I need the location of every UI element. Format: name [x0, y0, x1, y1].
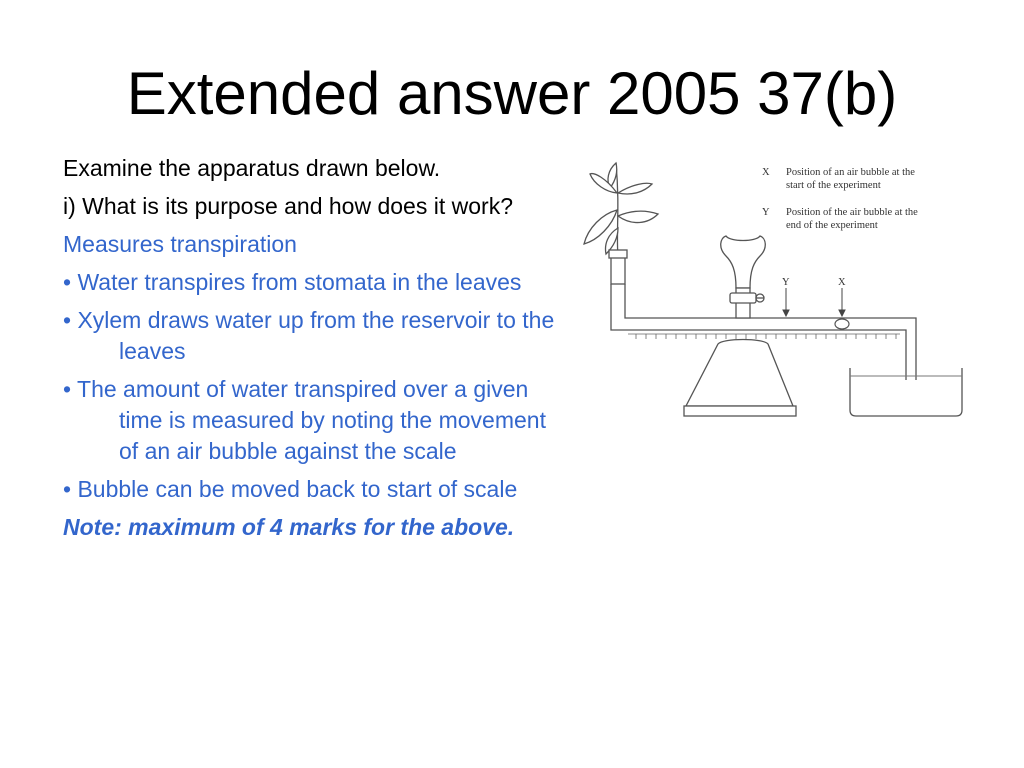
legend-y-letter: Y: [762, 207, 770, 218]
potometer-diagram: [578, 148, 970, 426]
marker-x-label: X: [838, 277, 846, 288]
plant-bung: [609, 250, 627, 284]
air-bubble: [835, 319, 849, 329]
question-text: i) What is its purpose and how does it work?: [63, 193, 513, 219]
reservoir-funnel: [721, 236, 766, 318]
bullet-stomata: • Water transpires from stomata in the leaves: [63, 269, 522, 295]
intro-text: Examine the apparatus drawn below.: [63, 155, 441, 181]
position-markers: [783, 288, 845, 316]
legend-y-line2: end of the experiment: [786, 220, 878, 231]
legend-x-letter: X: [762, 167, 770, 178]
bullet-measurement: • The amount of water transpired over a given time is measured by noting the movement of an air bubble against the scale: [63, 376, 546, 464]
plant-shoot: [584, 163, 658, 256]
legend-y-line1: Position of the air bubble at the: [786, 207, 918, 218]
answer-heading: Measures transpiration: [63, 231, 297, 257]
bullet-xylem: • Xylem draws water up from the reservoir to the leaves: [63, 307, 555, 364]
bullet-reset-bubble: • Bubble can be moved back to start of scale: [63, 476, 518, 502]
legend-x-line2: start of the experiment: [786, 180, 881, 191]
marks-note: Note: maximum of 4 marks for the above.: [63, 514, 515, 540]
measurement-scale: [628, 334, 900, 339]
potometer-svg: [578, 148, 970, 426]
support-stand: [684, 340, 796, 417]
legend-x-line1: Position of an air bubble at the: [786, 167, 915, 178]
slide-body: [63, 153, 568, 550]
slide-title: Extended answer 2005 37(b): [126, 60, 898, 127]
marker-y-label: Y: [782, 277, 790, 288]
